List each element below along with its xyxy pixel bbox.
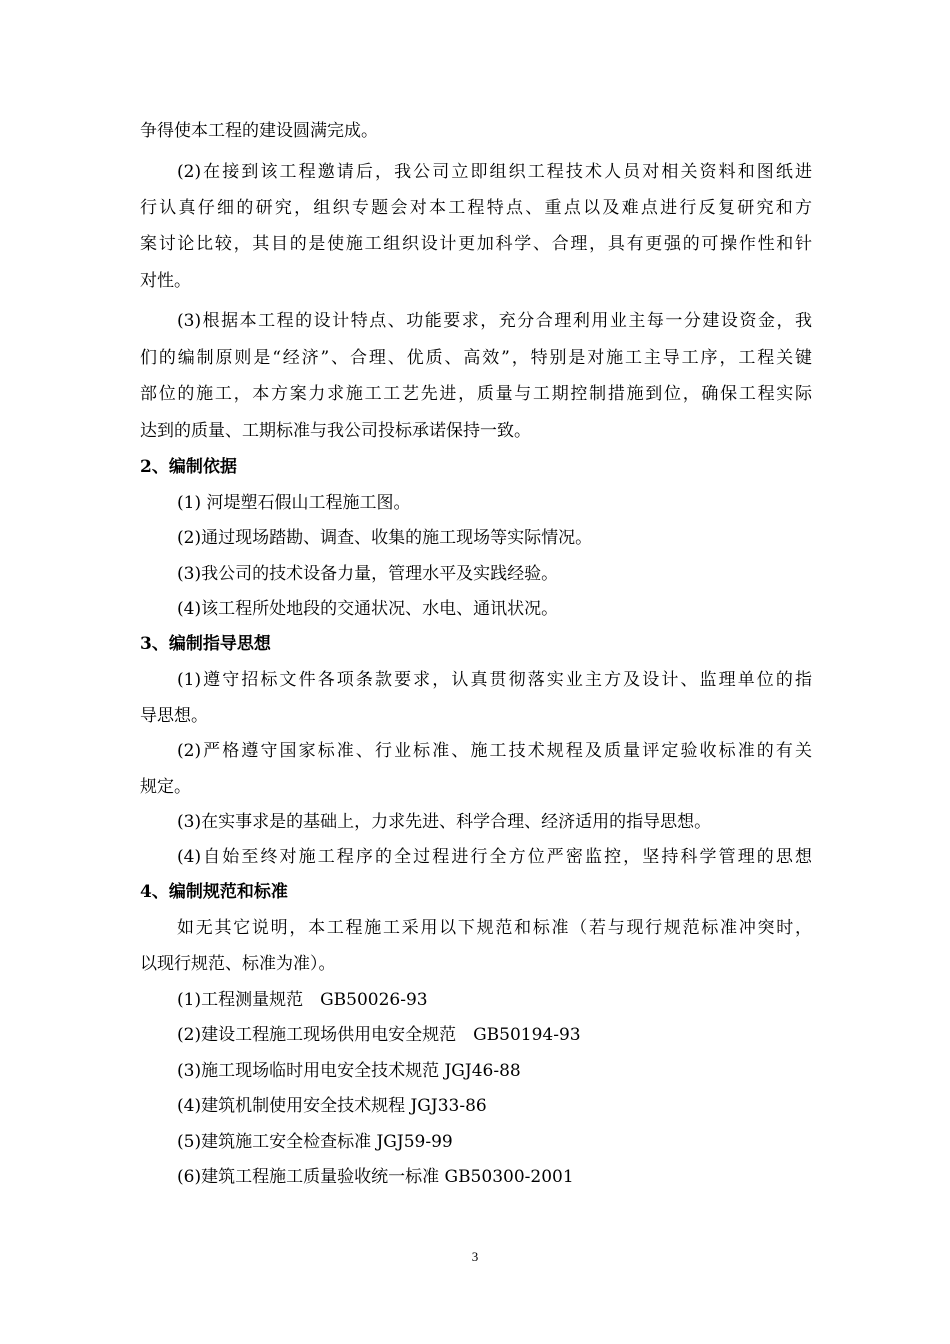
text-line: (6)建筑工程施工质量验收统一标准 GB50300-2001 bbox=[177, 1167, 574, 1187]
text-line: (1) 河堤塑石假山工程施工图。 bbox=[177, 493, 411, 513]
text-line: (3)根据本工程的设计特点、功能要求，充分合理利用业主每一分建设资金，我 bbox=[177, 311, 812, 331]
text-line: (4)该工程所处地段的交通状况、水电、通讯状况。 bbox=[177, 599, 559, 619]
text-line: (3)施工现场临时用电安全技术规范 JGJ46-88 bbox=[177, 1061, 521, 1081]
text-line: (3)在实事求是的基础上，力求先进、科学合理、经济适用的指导思想。 bbox=[177, 812, 712, 832]
text-line: (4)建筑机制使用安全技术规程 JGJ33-86 bbox=[177, 1096, 487, 1116]
text-line: (1)遵守招标文件各项条款要求，认真贯彻落实业主方及设计、监理单位的指 bbox=[177, 670, 812, 690]
text-line: 案讨论比较，其目的是使施工组织设计更加科学、合理，具有更强的可操作性和针 bbox=[140, 234, 812, 254]
text-line: (2)通过现场踏勘、调查、收集的施工现场等实际情况。 bbox=[177, 528, 593, 548]
text-line: 部位的施工，本方案力求施工工艺先进，质量与工期控制措施到位，确保工程实际 bbox=[140, 384, 812, 404]
text-line: (1)工程测量规范 GB50026-93 bbox=[177, 990, 428, 1010]
text-line: (2)严格遵守国家标准、行业标准、施工技术规程及质量评定验收标准的有关 bbox=[177, 741, 812, 761]
text-line: 如无其它说明，本工程施工采用以下规范和标准（若与现行规范标准冲突时， bbox=[177, 918, 812, 938]
text-line: 争得使本工程的建设圆满完成。 bbox=[140, 121, 378, 141]
text-line: 规定。 bbox=[140, 777, 191, 797]
text-line: 导思想。 bbox=[140, 706, 208, 726]
text-line: (5)建筑施工安全检查标准 JGJ59-99 bbox=[177, 1132, 453, 1152]
text-line: (2)在接到该工程邀请后，我公司立即组织工程技术人员对相关资料和图纸进 bbox=[177, 162, 812, 182]
section-heading: 4、编制规范和标准 bbox=[140, 882, 288, 902]
text-line: 行认真仔细的研究，组织专题会对本工程特点、重点以及难点进行反复研究和方 bbox=[140, 198, 812, 218]
text-line: 达到的质量、工期标准与我公司投标承诺保持一致。 bbox=[140, 421, 531, 441]
text-line: (2)建设工程施工现场供用电安全规范 GB50194-93 bbox=[177, 1025, 581, 1045]
section-heading: 2、编制依据 bbox=[140, 457, 237, 477]
text-line: 们的编制原则是“经济”、合理、优质、高效”，特别是对施工主导工序，工程关键 bbox=[140, 348, 812, 368]
text-line: 对性。 bbox=[140, 271, 191, 291]
text-line: 以现行规范、标准为准）。 bbox=[140, 954, 336, 974]
text-line: (3)我公司的技术设备力量，管理水平及实践经验。 bbox=[177, 564, 559, 584]
page-number: 3 bbox=[471, 1249, 479, 1264]
text-line: (4)自始至终对施工程序的全过程进行全方位严密监控，坚持科学管理的思想 bbox=[177, 847, 812, 867]
section-heading: 3、编制指导思想 bbox=[140, 634, 271, 654]
